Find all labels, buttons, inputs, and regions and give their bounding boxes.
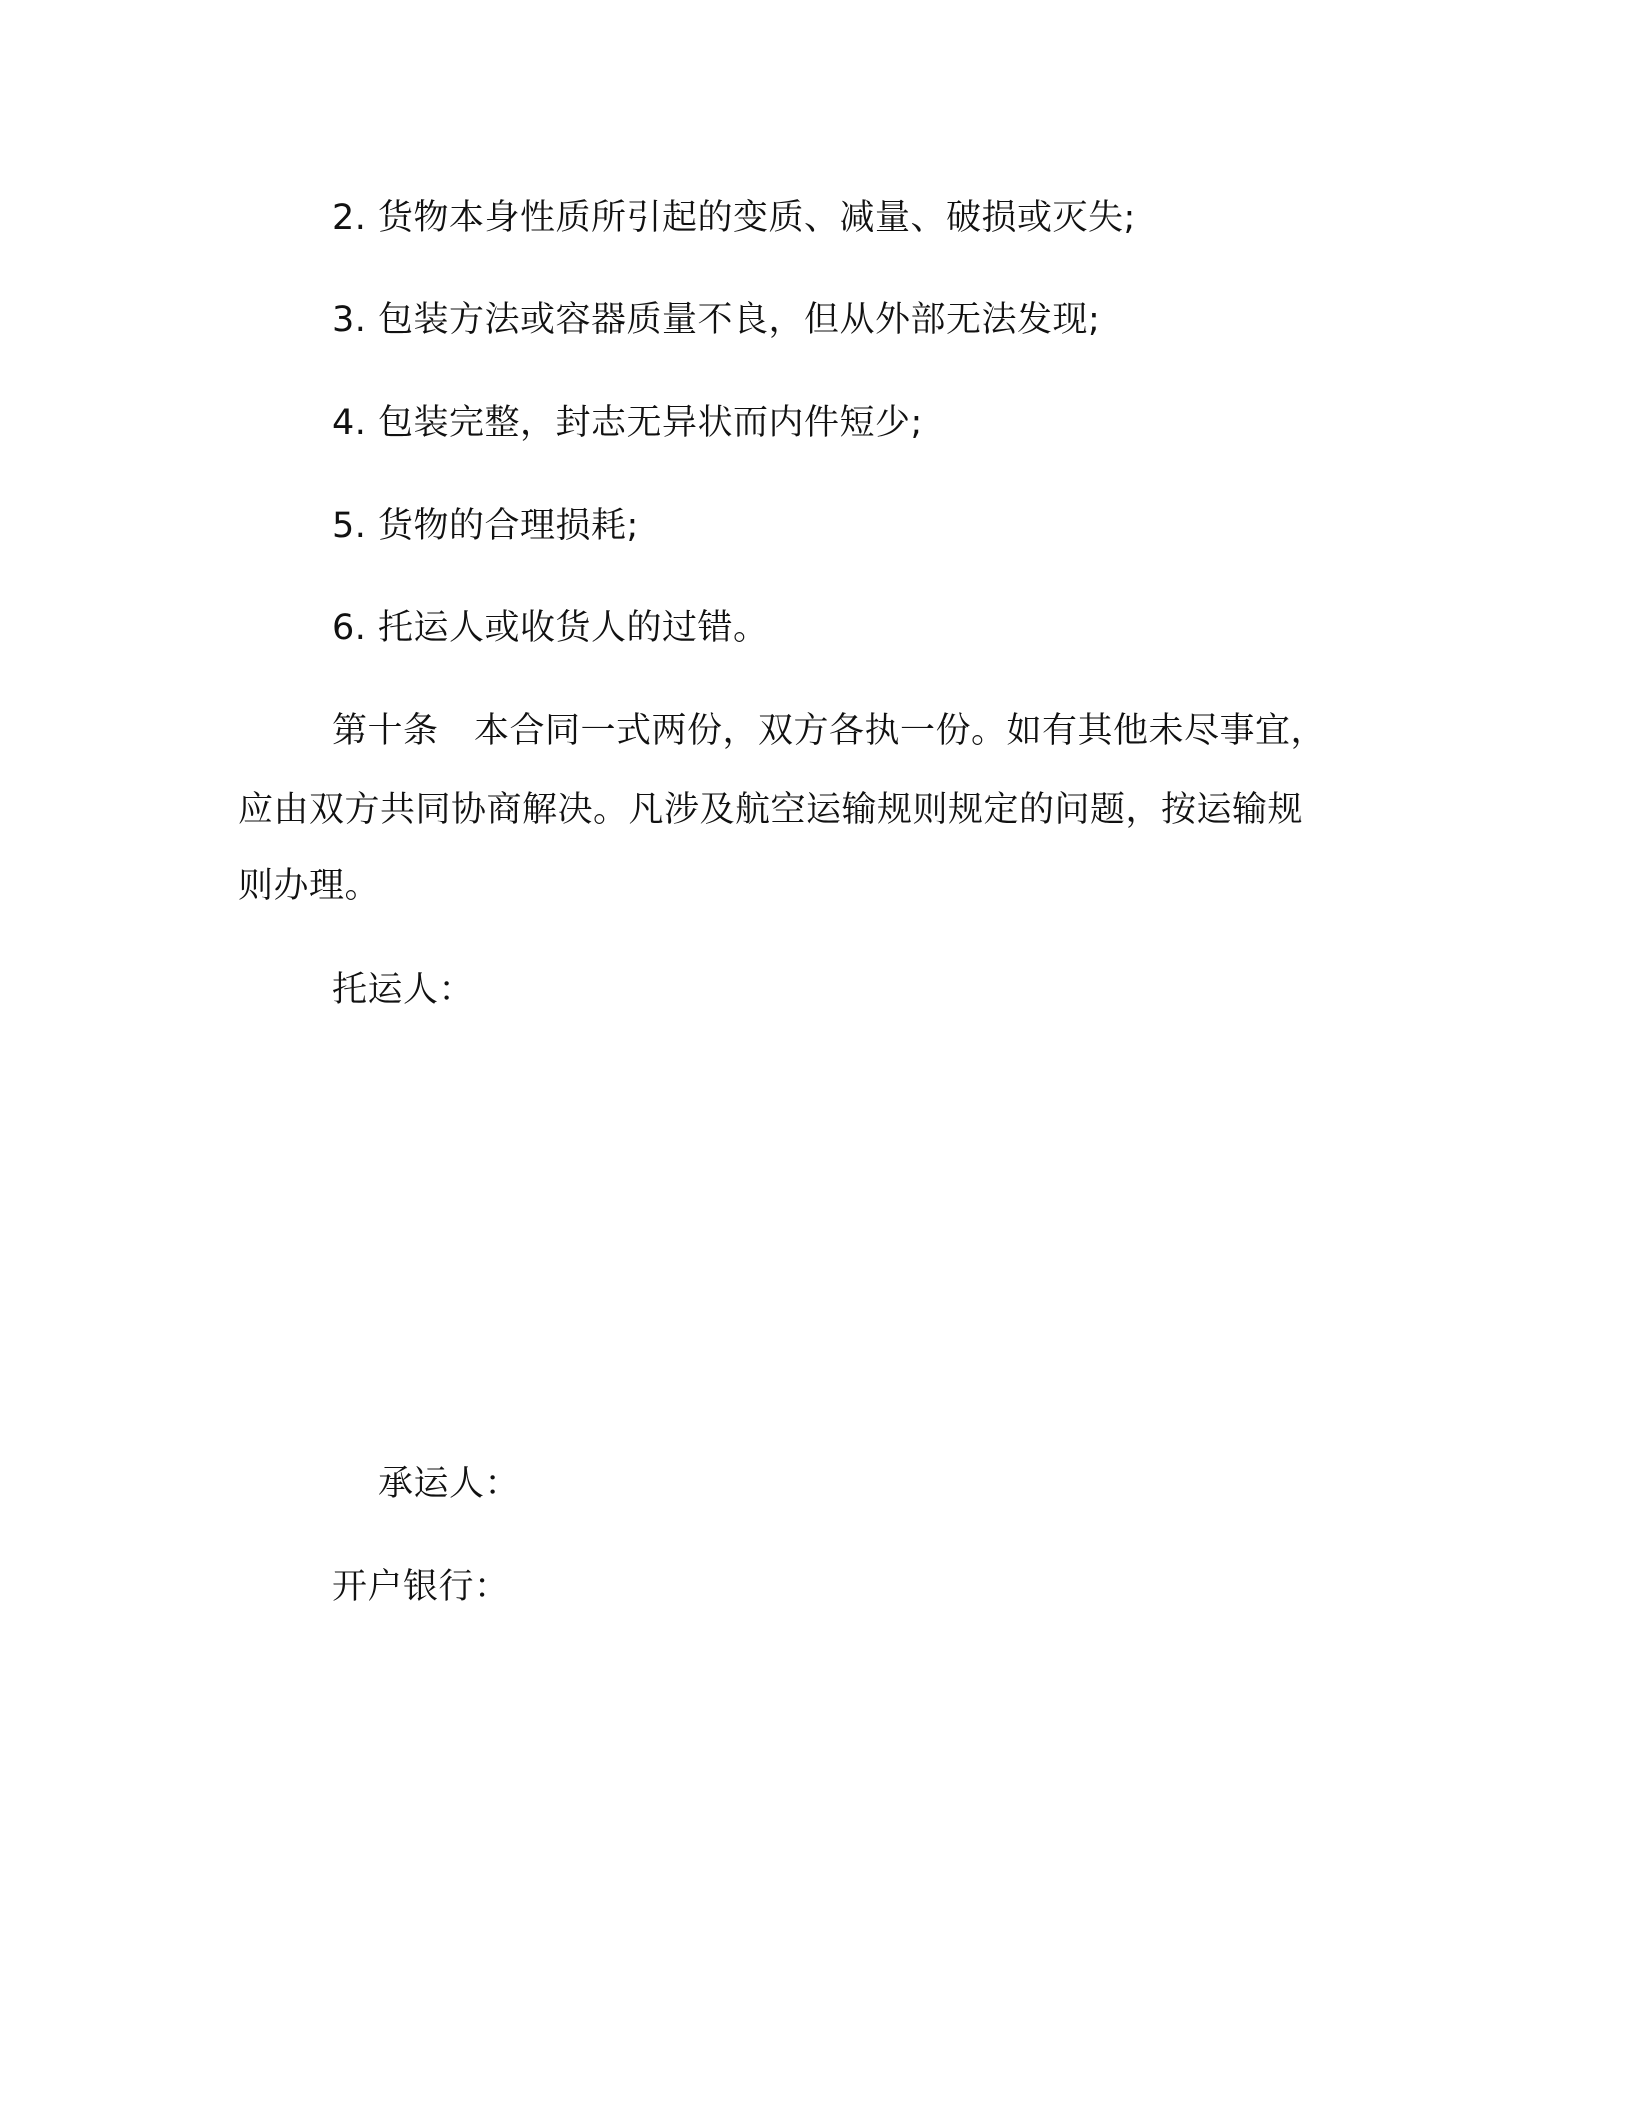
list-item-2: 2. 货物本身性质所引起的变质、减量、破损或灭失;	[332, 198, 1136, 238]
list-item-4: 4. 包装完整，封志无异状而内件短少;	[332, 403, 923, 443]
article-ten-line-1: 第十条 本合同一式两份，双方各执一份。如有其他未尽事宜，	[332, 711, 1327, 751]
list-item-3: 3. 包装方法或容器质量不良，但从外部无法发现;	[332, 300, 1101, 340]
bank-label: 开户银行：	[332, 1567, 510, 1607]
shipper-label: 托运人：	[332, 970, 475, 1010]
carrier-label: 承运人：	[378, 1464, 521, 1504]
article-ten-line-2: 应由双方共同协商解决。凡涉及航空运输规则规定的问题，按运输规	[238, 790, 1304, 830]
article-ten-line-3: 则办理。	[238, 866, 381, 906]
list-item-6: 6. 托运人或收货人的过错。	[332, 608, 769, 648]
list-item-5: 5. 货物的合理损耗;	[332, 506, 639, 546]
